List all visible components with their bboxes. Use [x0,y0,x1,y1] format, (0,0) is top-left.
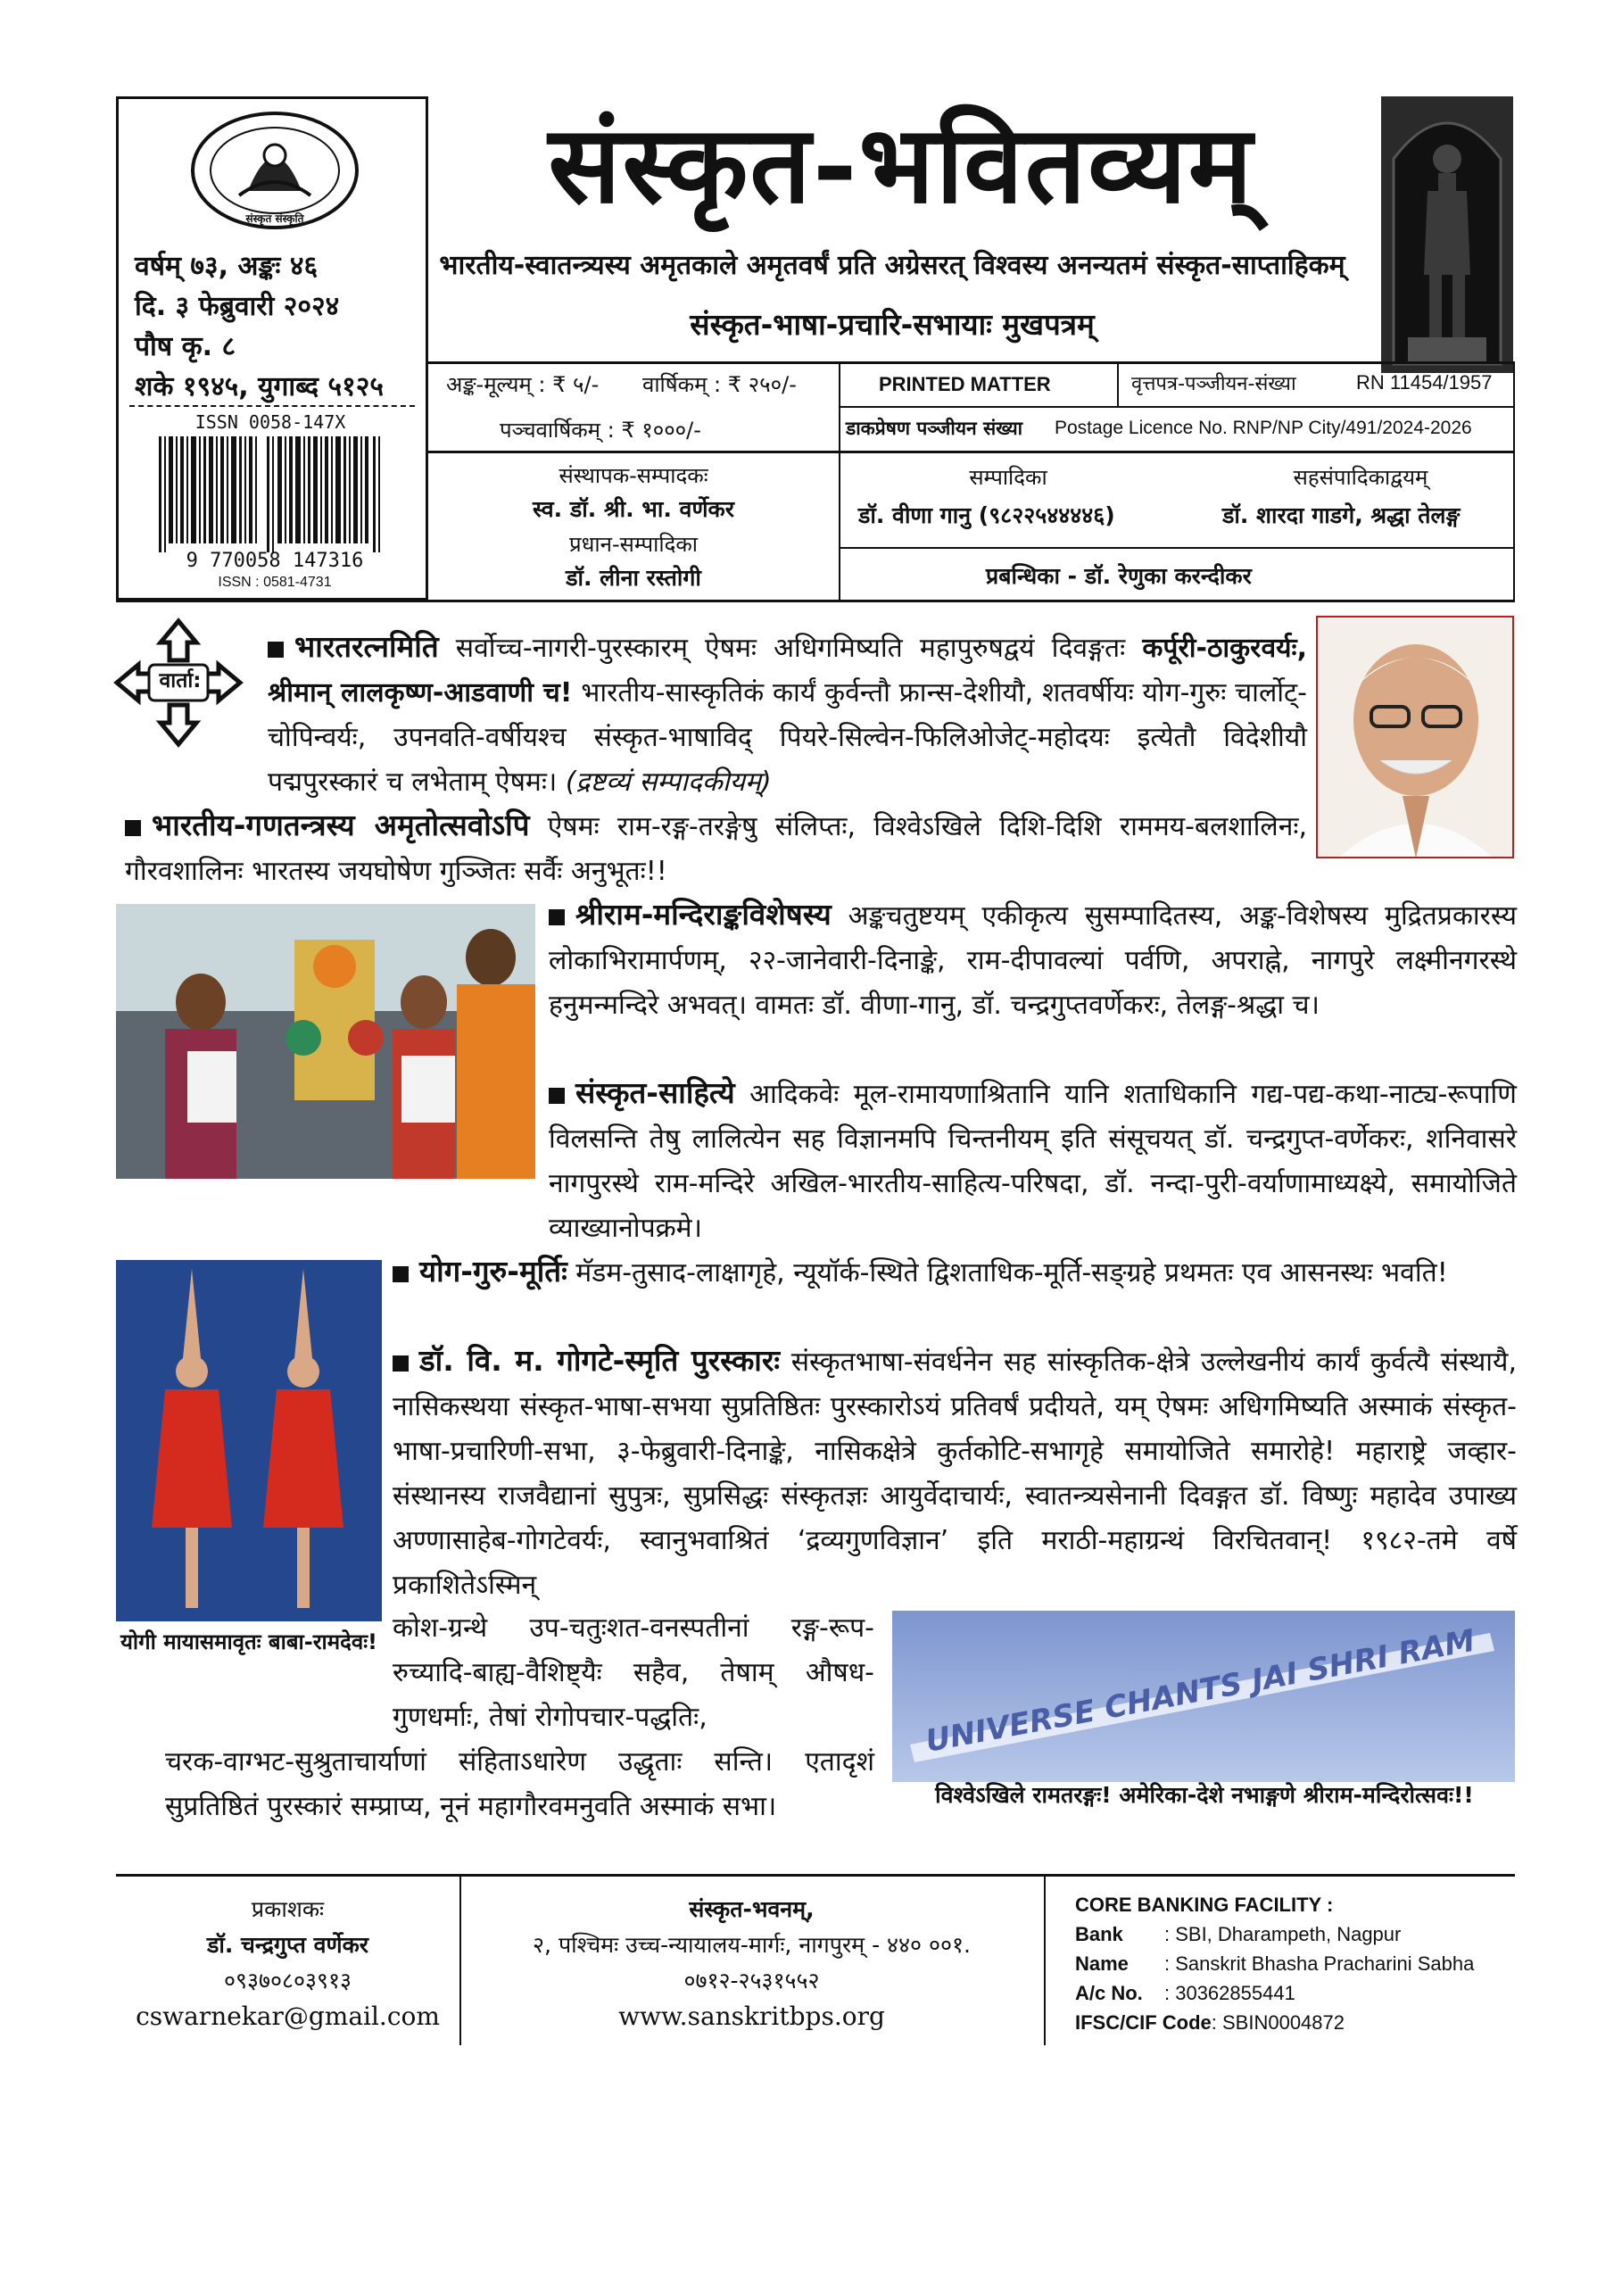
temple-release-photo [116,904,535,1179]
registration-number: RN 11454/1957 [1356,371,1493,394]
bank-value: : SBI, Dharampeth, Nagpur [1164,1923,1402,1945]
article-yoga-guru [393,1249,1517,1296]
co-editors-label: सहसंपादिकाद्वयम् [1293,465,1428,490]
article-heading: भारतरत्नमिति [294,629,439,664]
article-gogate-award [393,1339,1517,1608]
article-body: आदिकवेः मूल-रामायणाश्रितानि यानि शताधिकानि गद्य-पद्य-कथा-नाट्य-रूपाणि विलसन्ति तेषु लालित्येन सह विज्ञानमपि चिन्तनीयम् इति संसूचयत् डॉ. चन्द्रगुप्त-वर्णेकरः, शनिवासरे नागपुरस्थे राम-मन्दिरे अखिल-भारतीय-साहित्य-परिषदा, डॉ. नन्दा-पुरी-वर्याणामाध्यक्ष्ये, समायोजिते व्याख्यानोपक्रमे। [549,1079,1517,1244]
article-heading: भारतीय-गणतन्त्रस्य अमृतोत्सवोऽपि [152,808,530,842]
bullet-square [549,909,565,925]
licence-label: डाकप्रेषण पञ्जीयन संख्या [846,418,1023,439]
sky-banner-photo [892,1611,1515,1782]
masthead-title: संस्कृत-भवितव्यम् [548,102,1254,228]
ramlalla-statue-image [1381,96,1513,373]
footer-rule [116,1874,1515,1877]
founder-name: स्व. डॉ. श्री. भा. वर्णेकर [533,496,734,522]
header-grid-bottom2 [839,547,1515,549]
article-body: अङ्कचतुष्टयम् एकीकृत्य सुसम्पादितस्य, अङ्क-विशेषस्य मुद्रितप्रकारस्य लोकाभिरामार्पणम्, २२-जानेवारी-दिनाङ्के, राम-दीपावल्यां पर्वणि, अपराह्ने, नागपुरे लक्ष्मीनगरस्थे हनुमन्मन्दिरे अभवत्। वामतः डॉ. वीणा-गानु, डॉ. चन्द्रगुप्तवर्णेकरः, तेलङ्ग-श्रद्धा च। [549,900,1517,1021]
registration-label: वृत्तपत्र-पञ्जीयन-संख्या [1131,373,1296,395]
article-body-cont: कोश-ग्रन्थे उप-चतुःशत-वनस्पतीनां रङ्ग-रूप-रुच्यादि-बाह्य-वैशिष्ट्यैः सहैव, तेषाम् औषध-गुणधर्माः, तेषां रोगोपचार-पद्धतिः, [393,1612,874,1733]
bullet-square [393,1266,409,1282]
sky-caption: विश्वेऽखिले रामतरङ्गः! अमेरिका-देशे नभाङ्गणे श्रीराम-मन्दिरोत्सवः!! [935,1782,1474,1808]
header-grid-end [116,600,1515,602]
founder-label: संस्थापक-सम्पादकः [559,463,708,488]
article-heading: श्रीराम-मन्दिराङ्कविशेषस्य [575,897,832,932]
five-year-price: पञ्चवार्षिकम् : ₹ १०००/- [500,418,701,443]
ifsc-label: IFSC/CIF Code [1075,2011,1212,2034]
office-address: २, पश्चिमः उच्च-न्यायालय-मार्गः, नागपुरम् - ४४० ००१. [533,1932,971,1958]
office-name: संस्कृत-भवनम्, [689,1896,815,1922]
issue-date: दि. ३ फेब्रुवारी २०२४ [135,291,340,322]
article-ram-mandir-issue [549,892,1517,1028]
article-body: ऐषमः राम-रङ्ग-तरङ्गेषु संलिप्तः, विश्वेऽखिले दिशि-दिशि राममय-बलशालिनः, गौरवशालिनः भारतस्य जयघोषेण गुञ्जितः सर्वैः अनुभूतः!! [125,811,1307,887]
article-bharat-ratna [268,625,1307,805]
article-note: (द्रष्टव्यं सम्पादकीयम्) [565,767,772,798]
article-body: सर्वोच्च-नागरी-पुरस्कारम् ऐषमः अधिगमिष्यति महापुरुषद्वयं दिवङ्गतः [455,633,1126,664]
article-sanskrit-sahitya [549,1071,1517,1251]
issue-info-box [116,96,428,601]
article-gogate-cont2 [165,1740,874,1829]
ifsc-value: : SBIN0004872 [1211,2011,1345,2034]
account-name-value: : Sanskrit Bhasha Pracharini Sabha [1164,1952,1475,1975]
bullet-square [393,1355,409,1372]
barcode-number: 9 770058 147316 [186,550,364,572]
article-gogate-cont1 [393,1606,874,1740]
account-number-label: A/c No. [1075,1982,1143,2004]
issn-bottom: ISSN : 0581-4731 [218,575,332,590]
bullet-square [125,820,141,836]
header-grid-right [1513,361,1515,601]
header-grid-bottom1 [428,451,1515,453]
publisher-label: प्रकाशकः [251,1896,325,1922]
article-heading: डॉ. वि. म. गोगटे-स्मृति पुरस्कारः [419,1343,781,1378]
website-link[interactable]: www.sanskritbps.org [618,2002,885,2031]
publisher-phone: ०९३७०८०३९१३ [223,1968,352,1993]
article-republic [125,803,1307,894]
header-grid-mid [839,406,1515,408]
issue-year: वर्षम् ७३, अङ्कः ४६ [135,251,319,282]
banner-text: UNIVERSE CHANTS JAI SHRI RAM [923,1622,1478,1760]
office-phone: ०७१२-२५३१५५२ [683,1968,820,1993]
masthead-tagline: भारतीय-स्वातन्त्र्यस्य अमृतकाले अमृतवर्षं प्रति अग्रेसरत् विश्वस्य अनन्यतमं संस्कृत-साप्ताहिकम् [439,250,1345,281]
bank-title: CORE BANKING FACILITY : [1075,1894,1334,1916]
chief-editor-name: डॉ. लीना रस्तोगी [566,565,701,591]
ramdev-wax-statue-photo [116,1260,382,1621]
barcode [159,436,382,552]
bank-label: Bank [1075,1923,1123,1945]
article-heading: संस्कृत-साहित्ये [575,1075,735,1110]
footer-divider-2 [1044,1876,1046,2045]
chief-editor-label: प्रधान-सम्पादिका [569,532,698,557]
article-bold-names: कर्पूरी-ठाकुरवर्यः, श्रीमान् लालकृष्ण-आडवाणी च! [268,633,1307,709]
logo-lettering: संस्कृत संस्कृति [245,212,304,225]
article-heading: योग-गुरु-मूर्तिः [419,1254,567,1289]
advani-photo [1316,616,1514,858]
publisher-email[interactable]: cswarnekar@gmail.com [136,2002,440,2031]
vartah-label: वार्ता: [159,669,202,692]
account-number-value: : 30362855441 [1164,1982,1295,2004]
article-body-cont: चरक-वाग्भट-सुश्रुताचार्याणां संहिताऽधारेण उद्धृताः सन्ति। एतादृशं सुप्रतिष्ठितं पुरस्कारं सम्प्राप्य, नूनं महागौरवमनुवति अस्माकं सभा। [165,1746,874,1822]
annual-price: वार्षिकम् : ₹ २५०/- [642,372,797,397]
issn-top: ISSN 0058-147X [194,411,346,433]
bullet-square [549,1088,565,1104]
header-grid-top [428,361,1515,364]
header-grid-v2 [1117,361,1119,406]
publisher-name: डॉ. चन्द्रगुप्त वर्णेकर [206,1932,369,1958]
manager-name: प्रबन्धिका - डॉ. रेणुका करन्दीकर [986,563,1252,589]
account-name-label: Name [1075,1952,1129,1975]
article-body-cont: भारतीय-सास्कृतिकं कार्यं कुर्वन्तौ फ्रान्स-देशीयौ, शतवर्षीयः योग-गुरुः चार्लोट्-चोपिन्वर्यः, उपनवति-वर्षीयश्च संस्कृत-भाषाविद् पियरे-सिल्वेन-फिलिओजेट्-महोदयः इत्येतौ विदेशीयौ पद्मपुरस्कारं च लभेताम् ऐषमः। [268,677,1307,798]
yogi-caption: योगी मायासमावृतः बाबा-रामदेवः! [120,1629,377,1654]
dashed-divider [129,405,415,407]
co-editors-names: डॉ. शारदा गाडगे, श्रद्धा तेलङ्ग [1222,502,1461,528]
article-body: मॅडम-तुसाद-लाक्षागृहे, न्यूयॉर्क-स्थिते द्विशताधिक-मूर्ति-सङ्ग्रहे प्रथमतः एव आसनस्थः भवति! [575,1257,1448,1289]
printed-matter: PRINTED MATTER [879,373,1051,395]
header-grid-v1 [839,361,840,601]
issue-shaka: शके १९४५, युगाब्द ५१२५ [135,371,384,402]
issue-paksha: पौष कृ. ८ [135,331,236,362]
editor-name: डॉ. वीणा गानु (९८२२५४४४४६) [858,502,1115,528]
bullet-square [268,642,284,658]
masthead-organ: संस्कृत-भाषा-प्रचारि-सभायाः मुखपत्रम् [690,307,1095,342]
licence-number: Postage Licence No. RNP/NP City/491/2024-2026 [1055,418,1472,438]
editor-label: सम्पादिका [969,465,1047,490]
issue-price: अङ्क-मूल्यम् : ₹ ५/- [446,372,600,397]
article-body: संस्कृतभाषा-संवर्धनेन सह सांस्कृतिक-क्षेत्रे उल्लेखनीयं कार्यं कुर्वत्यै संस्थायै, नासिकस्थया संस्कृत-भाषा-सभया सुप्रतिष्ठितः पुरस्कारोऽयं प्रतिवर्षं प्रदीयते, यम् ऐषमः अधिगमिष्यति अस्माकं संस्कृत-भाषा-प्रचारिणी-सभा, ३-फेब्रुवारी-दिनाङ्के, नासिकक्षेत्रे कुर्तकोटि-सभागृहे समायोजिते समारोहे! महाराष्ट्रे जव्हार-संस्थानस्य राजवैद्यानां सुपुत्रः, सुप्रसिद्धः संस्कृतज्ञः आयुर्वेदाचार्यः, स्वातन्त्र्यसेनानी दिवङ्गत डॉ. विष्णुः महादेव उपाख्य अण्णासाहेब-गोगटेवर्यः, स्वानुभवाश्रितं ‘द्रव्यगुणविज्ञान’ इति मराठी-महाग्रन्थं विरचितवान्! १९८२-तमे वर्षे प्रकाशितेऽस्मिन् [393,1347,1517,1601]
